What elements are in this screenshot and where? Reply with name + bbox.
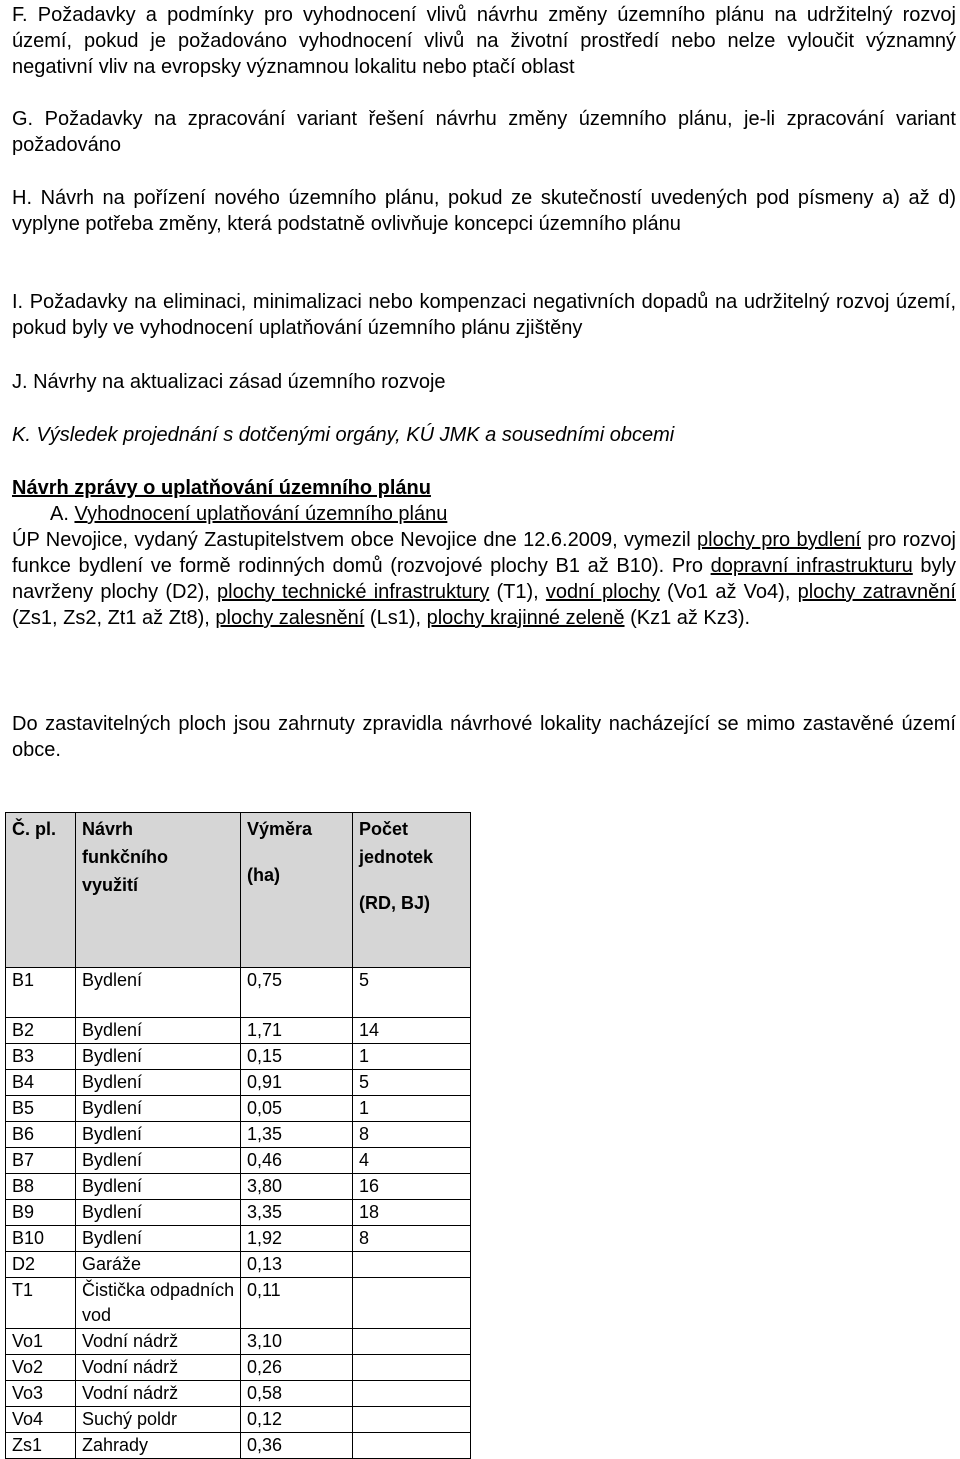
- cell-id: B6: [6, 1122, 76, 1148]
- header-function: Návrh funkčního využití: [76, 813, 241, 968]
- cell-area: 0,91: [241, 1070, 353, 1096]
- cell-id: B5: [6, 1096, 76, 1122]
- underlined-term: plochy krajinné zeleně: [426, 607, 625, 629]
- section-j: J. Návrhy na aktualizaci zásad územního rozvoje: [12, 371, 446, 393]
- cell-id: B2: [6, 1018, 76, 1044]
- cell-use: Čistička odpadních vod: [76, 1278, 241, 1329]
- cell-id: B9: [6, 1200, 76, 1226]
- cell-id: Vo2: [6, 1355, 76, 1381]
- text-run: (T1),: [489, 581, 546, 603]
- cell-area: 0,26: [241, 1355, 353, 1381]
- cell-area: 0,15: [241, 1044, 353, 1070]
- cell-id: B1: [6, 968, 76, 1018]
- subsection-title: Vyhodnocení uplatňování územního plánu: [74, 503, 448, 525]
- text-run: (Ls1),: [364, 607, 427, 629]
- cell-units: [353, 1433, 471, 1459]
- cell-area: 3,35: [241, 1200, 353, 1226]
- text-run: (Vo1 až Vo4),: [659, 581, 798, 603]
- text-run: ÚP Nevojice, vydaný Zastupitelstvem obce Nevojice dne 12.6.2009, vymezil: [12, 529, 698, 551]
- cell-units: [353, 1355, 471, 1381]
- cell-id: Vo1: [6, 1329, 76, 1355]
- cell-area: 0,05: [241, 1096, 353, 1122]
- cell-id: T1: [6, 1278, 76, 1329]
- cell-units: [353, 1252, 471, 1278]
- cell-area: 1,92: [241, 1226, 353, 1252]
- table-row: [6, 1096, 471, 1122]
- header-area: Výměra (ha): [241, 813, 353, 968]
- cell-units: 5: [353, 1070, 471, 1096]
- cell-use: Garáže: [76, 1252, 241, 1278]
- underlined-term: plochy pro bydlení: [697, 529, 861, 551]
- table-row: [6, 1329, 471, 1355]
- section-h: H. Návrh na pořízení nového územního plánu, pokud ze skutečností uvedených pod písmeny a) až d) vyplyne potřeba změny, která podstatně ovlivňuje koncepci územního plánu: [12, 187, 956, 235]
- cell-area: 1,71: [241, 1018, 353, 1044]
- cell-area: 0,12: [241, 1407, 353, 1433]
- subsection-letter: A.: [50, 503, 69, 525]
- cell-use: Bydlení: [76, 1200, 241, 1226]
- table-row: [6, 1252, 471, 1278]
- header-units: Počet jednotek (RD, BJ): [353, 813, 471, 968]
- cell-use: Zahrady: [76, 1433, 241, 1459]
- table-row: [6, 1355, 471, 1381]
- cell-use: Vodní nádrž: [76, 1329, 241, 1355]
- paragraph-zones: Do zastavitelných ploch jsou zahrnuty zpravidla návrhové lokality nacházející se mimo zastavěné území obce.: [12, 713, 956, 761]
- cell-units: [353, 1407, 471, 1433]
- cell-area: 0,13: [241, 1252, 353, 1278]
- cell-area: 0,75: [241, 968, 353, 1018]
- header-plot-number: Č. pl.: [6, 813, 76, 968]
- table-row: [6, 1433, 471, 1459]
- text-run: (Zs1, Zs2, Zt1 až Zt8),: [12, 607, 216, 629]
- cell-use: Vodní nádrž: [76, 1355, 241, 1381]
- cell-use: Bydlení: [76, 1226, 241, 1252]
- cell-id: B10: [6, 1226, 76, 1252]
- table-row: [6, 1226, 471, 1252]
- cell-use: Bydlení: [76, 968, 241, 1018]
- cell-id: Vo3: [6, 1381, 76, 1407]
- underlined-term: plochy technické infrastruktury: [217, 581, 490, 603]
- cell-use: Bydlení: [76, 1122, 241, 1148]
- table-row: [6, 1381, 471, 1407]
- cell-id: Zs1: [6, 1433, 76, 1459]
- cell-use: Suchý poldr: [76, 1407, 241, 1433]
- cell-units: [353, 1329, 471, 1355]
- table-row: [6, 1122, 471, 1148]
- cell-use: Bydlení: [76, 1070, 241, 1096]
- cell-units: 4: [353, 1148, 471, 1174]
- text-run: (Kz1 až Kz3).: [624, 607, 751, 629]
- cell-id: B7: [6, 1148, 76, 1174]
- cell-use: Bydlení: [76, 1044, 241, 1070]
- cell-units: 1: [353, 1044, 471, 1070]
- section-k: K. Výsledek projednání s dotčenými orgány, KÚ JMK a sousedními obcemi: [12, 424, 675, 446]
- table-row: [6, 1070, 471, 1096]
- cell-units: 14: [353, 1018, 471, 1044]
- table-header-row: [6, 813, 471, 968]
- cell-units: 16: [353, 1174, 471, 1200]
- table-row: [6, 1018, 471, 1044]
- cell-use: Bydlení: [76, 1096, 241, 1122]
- text-run: byly navrženy plochy (D2),: [12, 555, 956, 603]
- section-g: G. Požadavky na zpracování variant řešení návrhu změny územního plánu, je-li zpracování variant požadováno: [12, 108, 956, 156]
- cell-units: 18: [353, 1200, 471, 1226]
- table-row: [6, 1407, 471, 1433]
- cell-units: 8: [353, 1122, 471, 1148]
- cell-area: 3,80: [241, 1174, 353, 1200]
- cell-units: 8: [353, 1226, 471, 1252]
- table-row: [6, 1174, 471, 1200]
- cell-id: B8: [6, 1174, 76, 1200]
- zone-table: [5, 812, 471, 1459]
- table-row: [6, 1200, 471, 1226]
- cell-area: 3,10: [241, 1329, 353, 1355]
- table-row: [6, 1278, 471, 1329]
- paragraph-plan-summary: [12, 527, 956, 631]
- text-run: pro rozvoj funkce bydlení ve formě rodinných domů (rozvojové plochy B1 až B10). Pro: [12, 529, 956, 577]
- cell-area: 1,35: [241, 1122, 353, 1148]
- cell-use: Bydlení: [76, 1174, 241, 1200]
- report-title: [12, 475, 956, 501]
- cell-units: [353, 1381, 471, 1407]
- cell-use: Bydlení: [76, 1148, 241, 1174]
- section-f: F. Požadavky a podmínky pro vyhodnocení vlivů návrhu změny územního plánu na udržitelný rozvoj území, pokud je požadováno vyhodnocení vlivů na životní prostředí nebo nelze vyloučit významný negativní vliv na evropsky významnou lokalitu nebo ptačí oblast: [12, 4, 956, 78]
- table-row: [6, 1148, 471, 1174]
- table-row: [6, 968, 471, 1018]
- cell-id: B3: [6, 1044, 76, 1070]
- cell-use: Vodní nádrž: [76, 1381, 241, 1407]
- cell-id: D2: [6, 1252, 76, 1278]
- subsection-heading: [12, 501, 956, 527]
- underlined-term: plochy zalesnění: [215, 607, 365, 629]
- report-title-text: Návrh zprávy o uplatňování územního plánu: [12, 477, 431, 499]
- cell-units: 5: [353, 968, 471, 1018]
- cell-units: 1: [353, 1096, 471, 1122]
- underlined-term: vodní plochy: [545, 581, 660, 603]
- section-i: I. Požadavky na eliminaci, minimalizaci nebo kompenzaci negativních dopadů na udržitelný rozvoj území, pokud byly ve vyhodnocení uplatňování územního plánu zjištěny: [12, 291, 956, 339]
- cell-use: Bydlení: [76, 1018, 241, 1044]
- cell-area: 0,58: [241, 1381, 353, 1407]
- underlined-term: dopravní infrastrukturu: [710, 555, 913, 577]
- table-row: [6, 1044, 471, 1070]
- cell-id: B4: [6, 1070, 76, 1096]
- cell-area: 0,36: [241, 1433, 353, 1459]
- cell-area: 0,11: [241, 1278, 353, 1329]
- cell-units: [353, 1278, 471, 1329]
- underlined-term: plochy zatravnění: [797, 581, 956, 603]
- cell-area: 0,46: [241, 1148, 353, 1174]
- cell-id: Vo4: [6, 1407, 76, 1433]
